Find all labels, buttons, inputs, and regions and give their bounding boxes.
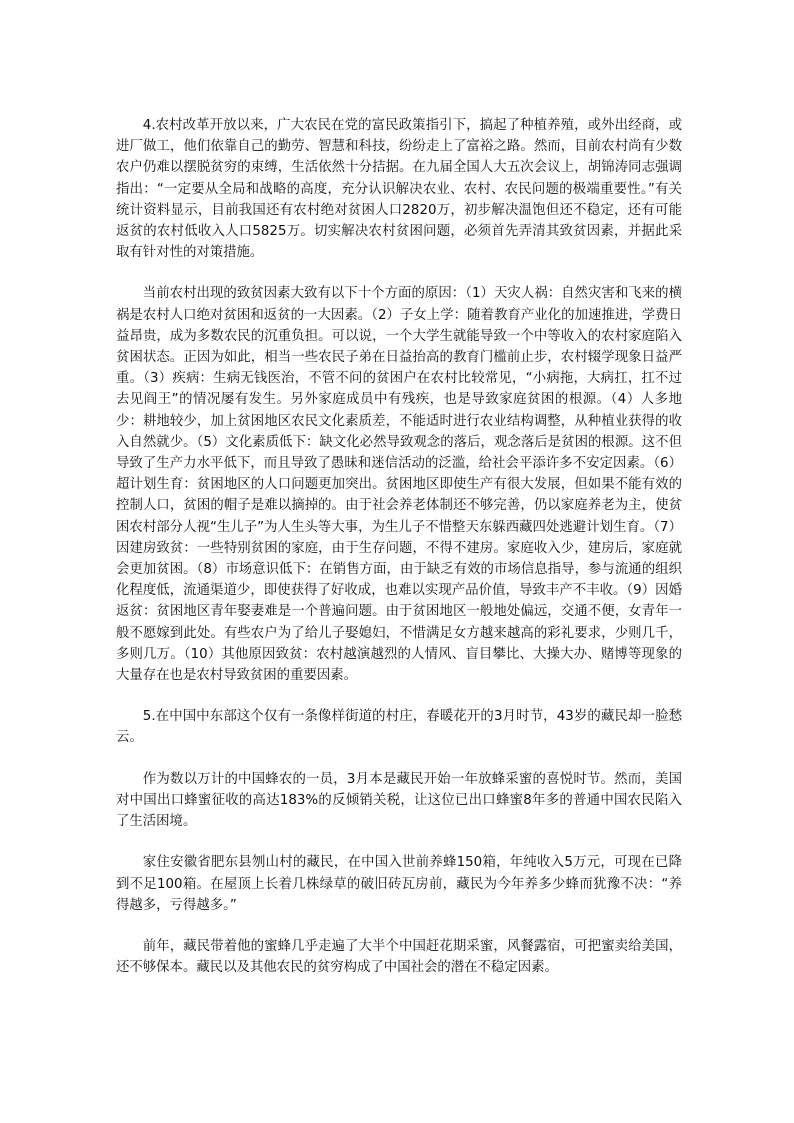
paragraph-beekeeper-conclusion: 前年，藏民带着他的蜜蜂几乎走遍了大半个中国赶花期采蜜，风餐露宿，可把蜜卖给美国，还不够保本。藏民以及其他农民的贫穷构成了中国社会的潜在不稳定因素。 bbox=[116, 938, 682, 976]
paragraph-beekeeper-income: 家住安徽省肥东县刎山村的藏民，在中国入世前养蜂150箱，年纯收入5万元，可现在已降到不足100箱。在屋顶上长着几株绿草的破旧砖瓦房前，藏民为今年养多少蜂而犹豫不决：“养得越多，亏得越多。” bbox=[116, 855, 682, 913]
paragraph-village-intro: 5.在中国中东部这个仅有一条像样街道的村庄，春暖花开的3月时节，43岁的藏民却一脸愁云。 bbox=[116, 709, 682, 746]
document-body bbox=[116, 115, 682, 978]
paragraph-poverty-causes: 当前农村出现的致贫因素大致有以下十个方面的原因：（1）天灾人祸：自然灾害和飞来的横祸是农村人口绝对贫困和返贫的一大因素。（2）子女上学：随着教育产业化的加速推进，学费日益昂贵，成为多数农民的沉重负担。可以说，一个大学生就能导致一个中等收入的农村家庭陷入贫困状态。正因为如此，相当一些农民子弟在日益抬高的教育门槛前止步，农村辍学现象日益严重。（3）疾病：生病无钱医治，不管不问的贫困户在农村比较常见，“小病拖，大病扛，扛不过去见阎王”的情况屡有发生。另外家庭成员中有残疾，也是导致家庭贫困的根源。（4）人多地少：耕地较少，加上贫困地区农民文化素质差，不能适时进行农业结构调整，从种植业获得的收入自然就少。（5）文化素质低下：缺文化必然导致观念的落后，观念落后是贫困的根源。这不但导致了生产力水平低下，而且导致了愚昧和迷信活动的泛滥，给社会平添许多不安定因素。（6）超计划生育：贫困地区的人口问题更加突出。贫困地区即使生产有很大发展，但如果不能有效的控制人口，贫困的帽子是难以摘掉的。由于社会养老体制还不够完善，仍以家庭养老为主，使贫困农村部分人视“生儿子”为人生头等大事，为生儿子不惜整天东躲西藏四处逃避计划生育。（7）因建房致贫：一些特别贫困的家庭，由于生存问题，不得不建房。家庭收入少，建房后，家庭就会更加贫困。（8）市场意识低下：在销售方面，由于缺乏有效的市场信息指导，参与流通的组织化程度低，流通渠道少，即使获得了好收成，也难以实现产品价值，导致丰产不丰收。（9）因婚返贫：贫困地区青年娶妻难是一个普遍问题。由于贫困地区一般地处偏远，交通不便，女青年一般不愿嫁到此处。有些农户为了给儿子娶媳妇，不惜满足女方越来越高的彩礼要求，少则几千，多则几万。（10）其他原因致贫：农村越演越烈的人情风、盲目攀比、大操大办、赌博等现象的大量存在也是农村导致贫困的重要因素。 bbox=[116, 286, 682, 684]
paragraph-rural-reform: 4.农村改革开放以来，广大农民在党的富民政策指引下，搞起了种植养殖，或外出经商，或进厂做工，他们依靠自己的勤劳、智慧和科技，纷纷走上了富裕之路。然而，目前农村尚有少数农户仍难以摆脱贫穷的束缚，生活依然十分拮据。在九届全国人大五次会议上，胡锦涛同志强调指出：“一定要从全局和战略的高度，充分认识解决农业、农村、农民问题的极端重要性。”有关统计资料显示，目前我国还有农村绝对贫困人口2820万，初步解决温饱但还不稳定，还有可能返贫的农村低收入人口5825万。切实解决农村贫困问题，必须首先弄清其致贫因素，并据此采取有针对性的对策措施。 bbox=[116, 118, 682, 261]
paragraph-beekeeper-tariff: 作为数以万计的中国蜂农的一员，3月本是藏民开始一年放蜂采蜜的喜悦时节。然而，美国对中国出口蜂蜜征收的高达183%的反倾销关税，让这位已出口蜂蜜8年多的普通中国农民陷入了生活困境。 bbox=[116, 771, 682, 830]
